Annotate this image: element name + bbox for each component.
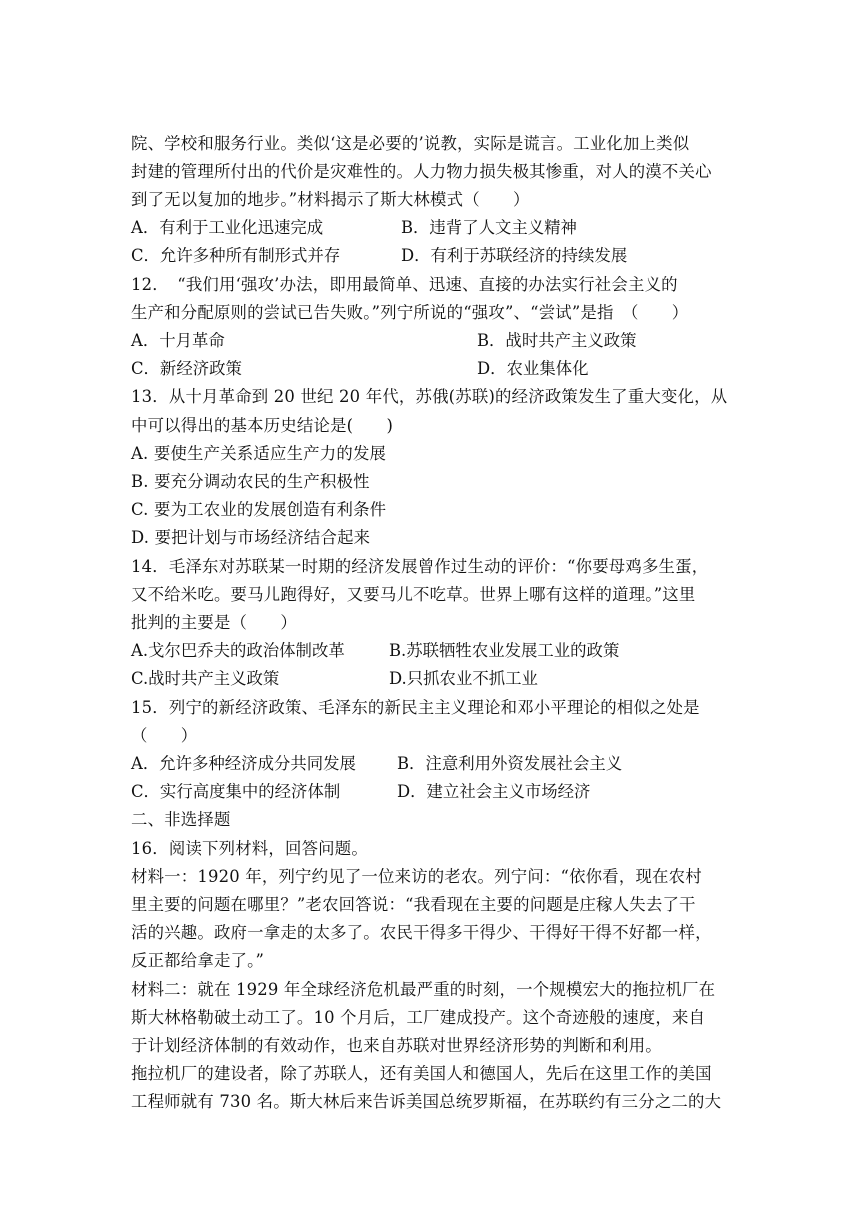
option-q14-c: C.战时共产主义政策 <box>131 669 280 688</box>
text-line: 生产和分配原则的尝试已告失败。”列宁所说的“强攻”、“尝试”是指 （ ） <box>131 303 689 322</box>
option-q14-d: D.只抓农业不抓工业 <box>389 669 538 688</box>
text-line: 中可以得出的基本历史结论是( ) <box>131 416 394 435</box>
question-16: 16．阅读下列材料，回答问题。 <box>131 839 368 858</box>
text-line: 又不给米吃。要马儿跑得好，又要马儿不吃草。世界上哪有这样的道理。”这里 <box>131 585 696 604</box>
option-q13-d: D. 要把计划与市场经济结合起来 <box>131 528 371 547</box>
text-line: 到了无以复加的地步。”材料揭示了斯大林模式（ ） <box>131 190 530 209</box>
text-line: 院、学校和服务行业。类似‘这是必要的’说教，实际是谎言。工业化加上类似 <box>131 134 690 153</box>
text-line: 批判的主要是（ ） <box>131 613 297 632</box>
option-q11-c: C．允许多种所有制形式并存 <box>131 246 341 265</box>
option-q13-b: B. 要充分调动农民的生产积极性 <box>131 472 370 491</box>
question-12: 12． “我们用‘强攻’办法，即用最简单、迅速、直接的办法实行社会主义的 <box>131 275 678 294</box>
text-line: 斯大林格勒破土动工了。10 个月后，工厂建成投产。这个奇迹般的速度，来自 <box>131 1008 706 1027</box>
option-q15-b: B．注意利用外资发展社会主义 <box>397 754 623 773</box>
text-line: 反正都给拿走了。” <box>131 951 265 970</box>
material-two: 材料二：就在 1929 年全球经济危机最严重的时刻，一个规模宏大的拖拉机厂在 <box>131 980 716 999</box>
option-q15-c: C．实行高度集中的经济体制 <box>131 782 341 801</box>
text-line: 活的兴趣。政府一拿走的太多了。农民干得多干得少、干得好干得不好都一样， <box>131 923 712 942</box>
option-q15-d: D．建立社会主义市场经济 <box>397 782 591 801</box>
question-15: 15．列宁的新经济政策、毛泽东的新民主主义理论和邓小平理论的相似之处是 <box>131 698 700 717</box>
option-q12-d: D．农业集体化 <box>477 359 589 378</box>
option-q15-a: A．允许多种经济成分共同发展 <box>131 754 356 773</box>
text-line: 里主要的问题在哪里？”老农回答说：“我看现在主要的问题是庄稼人失去了干 <box>131 895 696 914</box>
option-q12-b: B．战时共产主义政策 <box>477 331 637 350</box>
option-q11-a: A．有利于工业化迅速完成 <box>131 218 324 237</box>
text-line: 于计划经济体制的有效动作，也来自苏联对世界经济形势的判断和利用。 <box>131 1036 662 1055</box>
section-heading: 二、非选择题 <box>131 810 231 829</box>
option-q11-b: B．违背了人文主义精神 <box>401 218 577 237</box>
option-q12-c: C．新经济政策 <box>131 359 242 378</box>
text-line: 拖拉机厂的建设者，除了苏联人，还有美国人和德国人，先后在这里工作的美国 <box>131 1064 712 1083</box>
option-q14-b: B.苏联牺牲农业发展工业的政策 <box>389 641 620 660</box>
question-13: 13．从十月革命到 20 世纪 20 年代，苏俄(苏联)的经济政策发生了重大变化，从 <box>131 387 728 406</box>
text-line: （ ） <box>131 726 198 745</box>
option-q13-a: A. 要使生产关系适应生产力的发展 <box>131 444 387 463</box>
option-q12-a: A．十月革命 <box>131 331 225 350</box>
question-14: 14．毛泽东对苏联某一时期的经济发展曾作过生动的评价：“你要母鸡多生蛋， <box>131 557 709 576</box>
text-line: 封建的管理所付出的代价是灾难性的。人力物力损失极其惨重，对人的漠不关心 <box>131 162 712 181</box>
option-q13-c: C. 要为工农业的发展创造有利条件 <box>131 500 387 519</box>
text-line: 工程师就有 730 名。斯大林后来告诉美国总统罗斯福，在苏联约有三分之二的大 <box>131 1092 722 1111</box>
option-q11-d: D．有利于苏联经济的持续发展 <box>401 246 628 265</box>
option-q14-a: A.戈尔巴乔夫的政治体制改革 <box>131 641 345 660</box>
material-one: 材料一：1920 年，列宁约见了一位来访的老农。列宁问：“依你看，现在农村 <box>131 867 702 886</box>
